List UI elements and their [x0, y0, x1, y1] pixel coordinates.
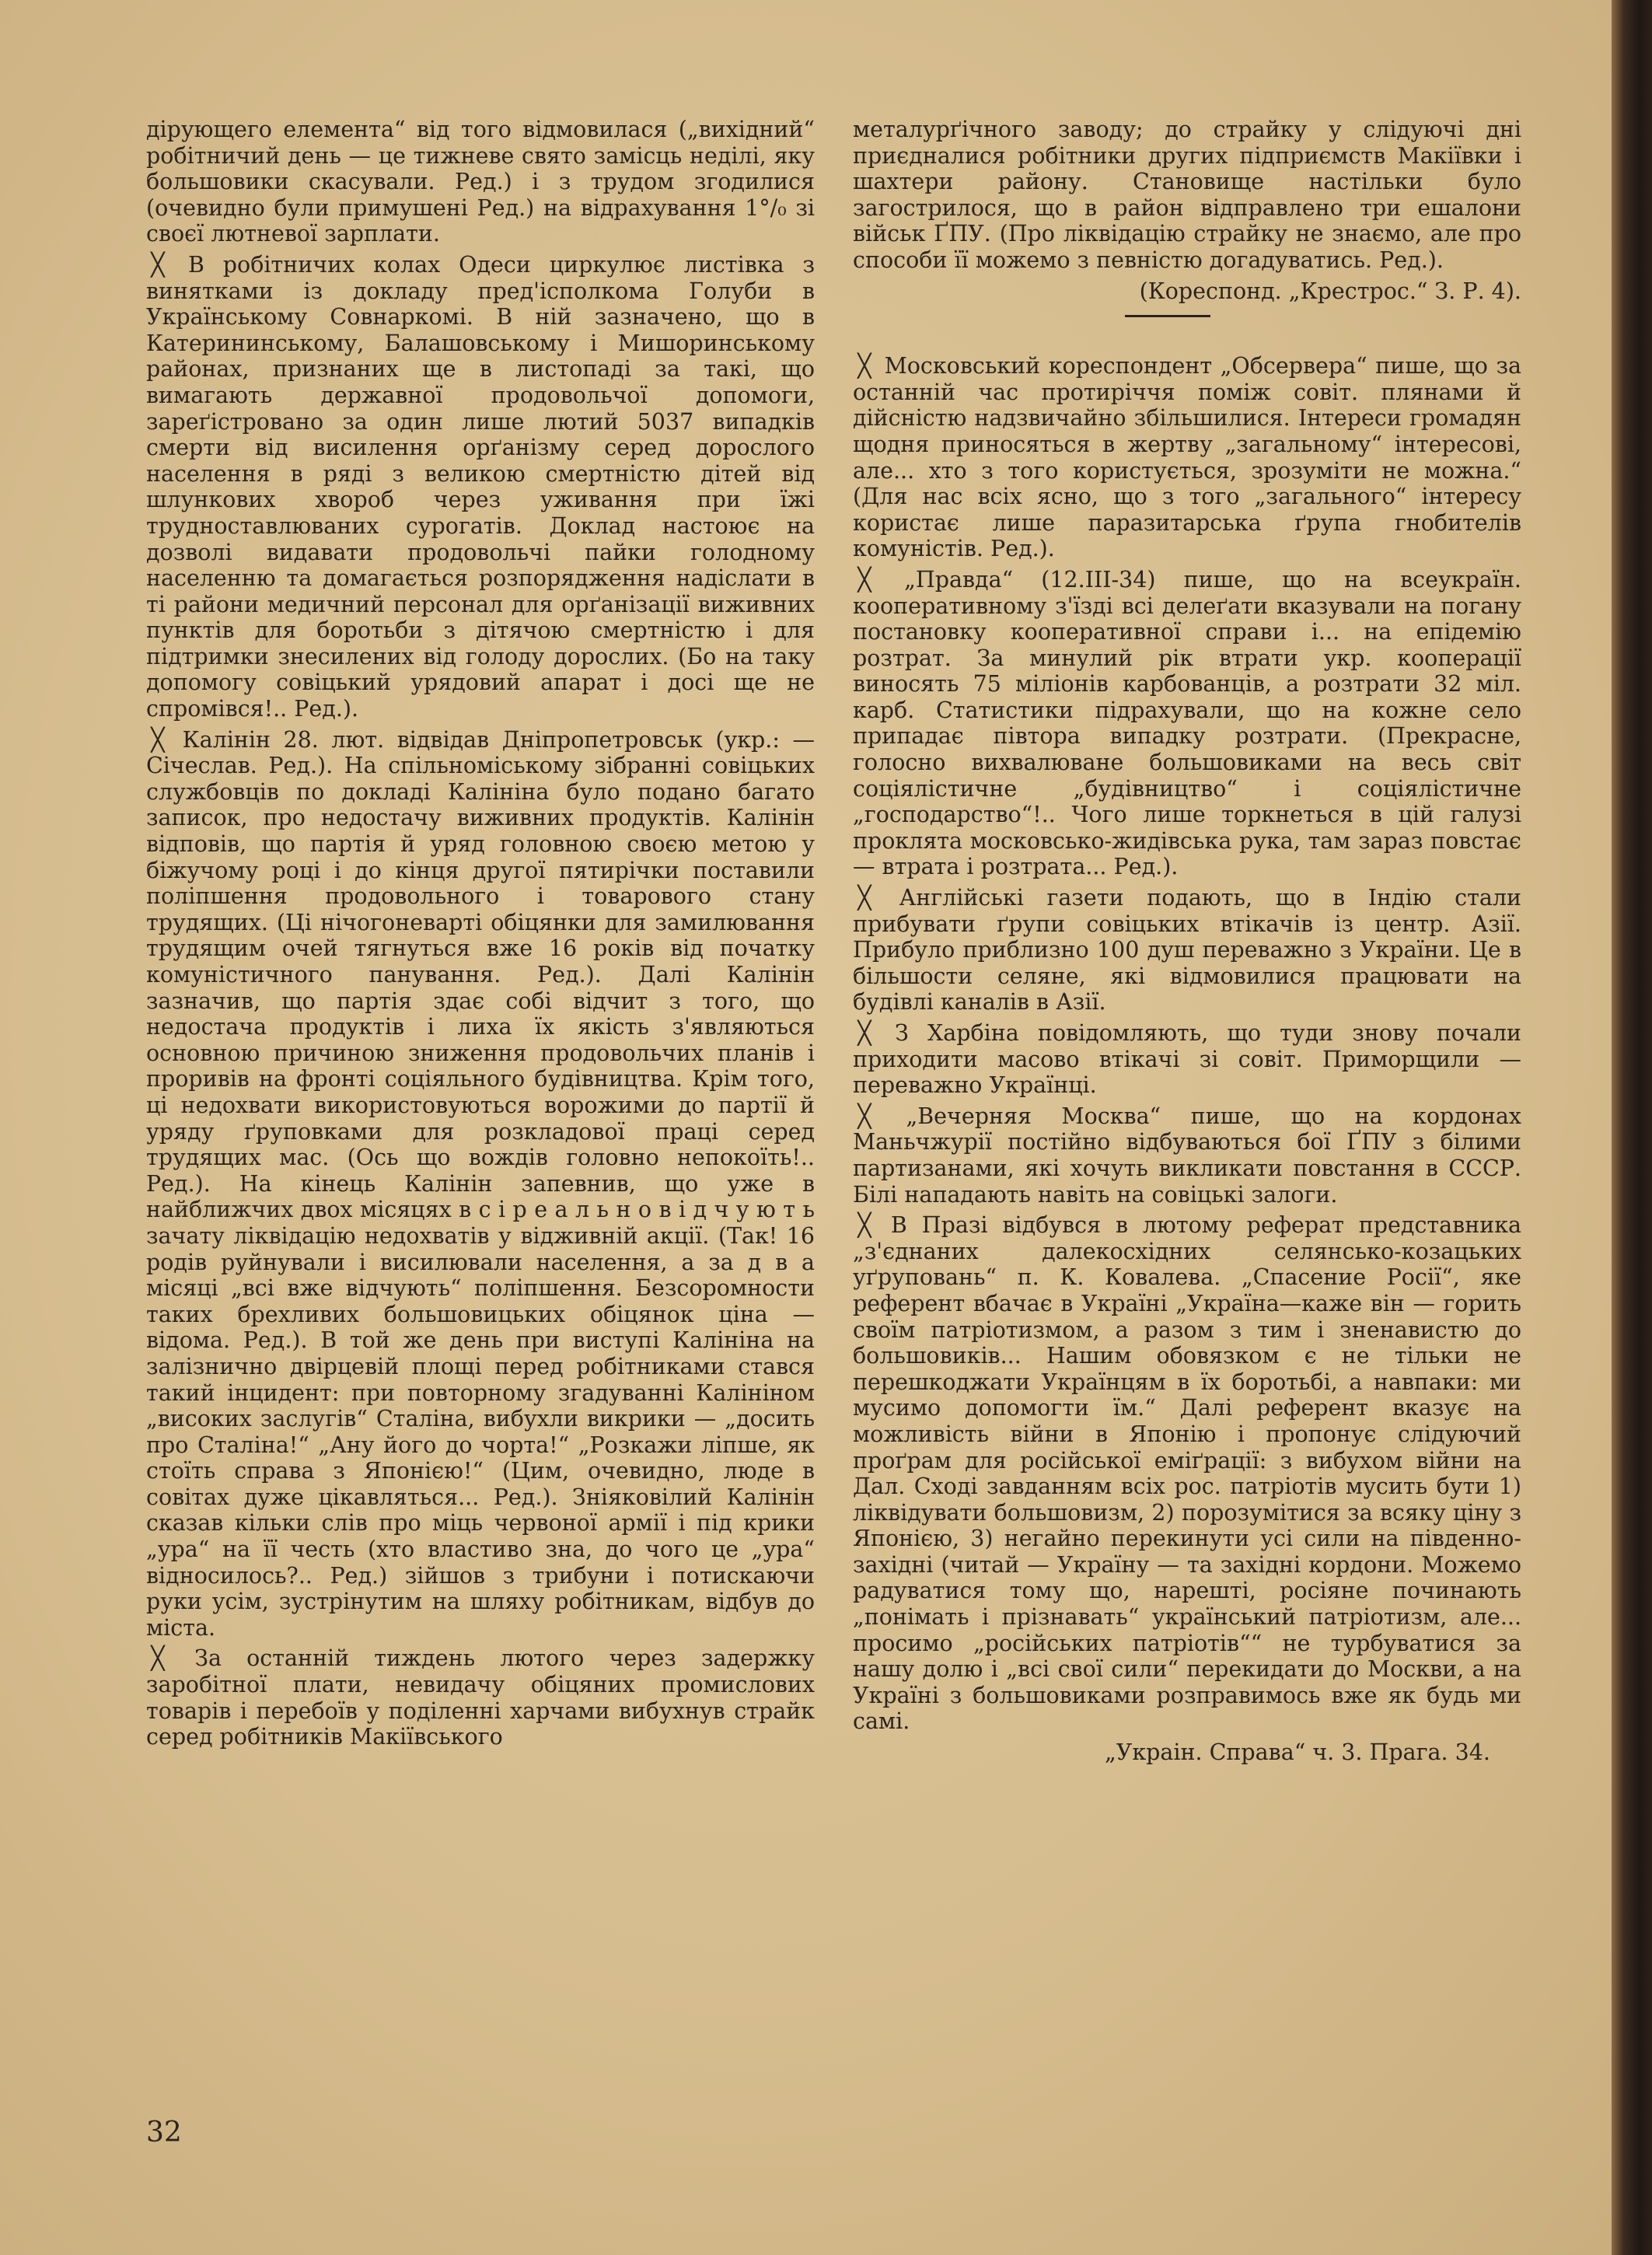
right-paragraph-4: Англійські газети подають, що в Індію стали прибувати ґрупи совіцьких втікачів із центр. Азії. Прибуло приблизно 100 душ переважно з України. Це в більшости селяне, які відмовилися працювати на будівлі каналів в Азії.: [853, 885, 1521, 1016]
right-news-item-manchuria: [853, 1103, 1521, 1208]
item-cross-icon: ╳: [857, 1019, 871, 1046]
source-citation-krestros: (Кореспонд. „Крестрос.“ З. Р. 4).: [1139, 278, 1521, 304]
left-news-item-strike: [146, 1645, 815, 1750]
item-cross-icon: ╳: [857, 884, 871, 911]
item-cross-icon: ╳: [857, 1211, 871, 1239]
right-news-item-observer: [853, 353, 1521, 562]
right-paragraph-1: металурґічного заводу; до страйку у слідуючі дні приєдналися робітники других підприємств Макіївки і шахтери району. Становище настільки було загострилося, що в район відправлено три ешалони військ ҐПУ. (Про ліквідацію страйку не знаємо, але про способи її можемо з певністю догадуватись. Ред.).: [853, 117, 1521, 273]
left-paragraph-1: дірующего елемента“ від того відмовилася („вихідний“ робітничий день — це тижневе свято замісць неділі, яку большовики скасували. Ред.) і з трудом згодилися (очевидно були примушені Ред.) на відрахування 1°/₀ зі своєї лютневої зарплати.: [146, 117, 815, 247]
left-column: [146, 117, 815, 1755]
right-news-item-india: [853, 885, 1521, 1016]
right-column: [853, 117, 1521, 1771]
item-cross-icon: ╳: [151, 725, 165, 753]
section-divider: [1125, 315, 1210, 317]
book-binding-edge: [1612, 0, 1652, 2255]
item-cross-icon: ╳: [857, 352, 871, 379]
item-cross-icon: ╳: [151, 1645, 165, 1672]
right-news-item-harbin: [853, 1020, 1521, 1099]
item-cross-icon: ╳: [857, 565, 871, 593]
right-news-item-pravda: [853, 567, 1521, 880]
source-citation-ukr-sprava: „Украін. Справа“ ч. 3. Прага. 34.: [1104, 1739, 1490, 1766]
right-paragraph-7: В Празі відбувся в лютому реферат представника „з'єднаних далекосхідних селянсько-козацьких уґруповань“ п. К. Ковалева. „Спасение Росії“, яке референт вбачає в Україні „Україна—каже він — горить своїм патріотизмом, а разом з тим і зненавистю до большовиків... Нашим обовязком є не тільки не перешкоджати Українцям в їх боротьбі, а навпаки: ми мусимо допомогти їм.“ Далі референт вказує на можливість війни в Японію і пропонує слідуючий проґрам для російської еміґрації: з вибухом війни на Дал. Сході завданням всіх рос. патріотів мусить бути 1) ліквідувати большовизм, 2) порозумітися за всяку ціну з Японією, 3) негайно перекинути усі сили на південно-західні (читай — Україну — та західні кордони. Можемо радуватися тому що, нарешті, росіяне починають „понімать і прізнавать“ український патріотизм, але... просимо „російських патріотів““ не турбуватися за нашу долю і „всі свої сили“ перекидати до Москви, а на Україні з большовиками розправимось вже як будь ми самі.: [853, 1212, 1522, 1735]
right-paragraph-2: Московський кореспондент „Обсервера“ пише, що за останній час протиріччя поміж совіт. плянами й дійсністю надзвичайно збільшилися. Інтереси громадян щодня приносяться в жертву „загальному“ інтересові, але... хто з того користується, зрозуміти не можна.“ (Для нас всіх ясно, що з того „загального“ інтересу користає лише паразитарська ґрупа гнобителів комуністів. Ред.).: [853, 353, 1521, 562]
item-cross-icon: ╳: [151, 250, 165, 278]
left-paragraph-3: Калінін 28. лют. відвідав Дніпропетровськ (укр.: — Січеслав. Ред.). На спільноміському зібранні совіцьких службовців по докладі Калініна було подано багато записок, про недостачу виживних продуктів. Калінін відповів, що партія й уряд головною своєю метою у біжучому році і до кінця другої пятирічки поставили поліпшення продовольного і товарового стану трудящих. (Ці нічогоневарті обіцянки для замилювання трудящим очей тягнуться вже 16 років від початку комуністичного панування. Ред.). Далі Калінін зазначив, що партія здає собі відчит з того, що недостача продуктів і лиха їх якість з'являються основною причиною зниження продовольчих планів і проривів на фронті соціяльного будівництва. Крім того, ці недохвати використовуються ворожими до партії й уряду ґруповками для розкладової праці серед трудящих мас. (Ось що вождів головно непокоїть!.. Ред.). На кінець Калінін запевнив, що уже в найближчих двох місяцях в с і р е а л ь н о в і д ч у ю т ь зачату ліквідацію недохватів у відживній акції. (Так! 16 родів руйнували і висилювали населення, а за д в а місяці „всі вже відчують“ поліпшення. Безсоромности таких брехливих большовицьких обіцянок ціна — відома. Ред.). В той же день при виступі Калініна на залізнично двірцевій площі перед робітниками стався такий інцидент: при повторному згадуванні Калініном „високих заслугів“ Сталіна, вибухли викрики — „досить про Сталіна!“ „Ану його до чорта!“ „Розкажи ліпше, як стоїть справа з Японією!“ (Цим, очевидно, люде в совітах дуже цікавляться... Ред.). Зніяковілий Калінін сказав кільки слів про міць червоної армії і під крики „ура“ на її честь (хто властиво зна, до чого це „ура“ відносилось?.. Ред.) зійшов з трибуни і потискаючи руки усім, зустрінутим на шляху робітникам, відбув до міста.: [146, 726, 816, 1641]
item-cross-icon: ╳: [857, 1102, 871, 1129]
left-news-item-odesa: [146, 252, 815, 722]
right-news-item-prague: [853, 1212, 1521, 1735]
left-news-item-kalinin: [146, 727, 815, 1641]
right-paragraph-5: З Харбіна повідомляють, що туди знову почали приходити масово втікачі зі совіт. Приморщили — переважно Українці.: [853, 1020, 1521, 1099]
page-number: 32: [146, 2117, 182, 2148]
left-paragraph-4: За останній тиждень лютого через задержку заробітної плати, невидачу обіцяних промислових товарів і перебоїв у поділенні харчами вибухнув страйк серед робітників Макіївського: [146, 1645, 816, 1750]
left-paragraph-2: В робітничих колах Одеси циркулює листівка з винятками із докладу пред'ісполкома Голуби в Українському Совнаркомі. В ній зазначено, що в Катерининському, Балашовському і Мишоринському районах, признаних ще в листопаді за такі, що вимагають державної продовольчої допомоги, зареґістровано за один лише лютий 5037 випадків смерти від висилення орґанізму серед дорослого населення в ряді з великою смертністю дітей від шлункових хвороб через уживання при їжі трудноставлюваних сурогатів. Доклад настоює на дозволі видавати продовольчі пайки голодному населенню та домагається розпорядження надіслати в ті райони медичний персонал для орґанізації виживних пунктів для боротьби з дітячою смертністю і для підтримки знесилених від голоду дорослих. (Бо на таку допомогу совіцький урядовий апарат і досі ще не спромівся!.. Ред.).: [146, 251, 816, 722]
right-paragraph-3: „Правда“ (12.III-34) пише, що на всеукраїн. кооперативному з'їзді всі делеґати вказували на погану постановку кооперативної справи і... на епідемію розтрат. За минулий рік втрати укр. кооперації виносять 75 міліонів карбованців, а розтрати 32 міл. карб. Статистики підрахували, що на кожне село припадає півтора випадку розтрати. (Прекрасне, голосно вихвалюване большовиками на весь світ соціялістичне „будівництво“ і соціялістичне „господарство“!.. Чого лише торкнеться в цій галузі проклята московсько-жидівська рука, там зараз повстає — втрата і розтрата... Ред.).: [853, 566, 1521, 880]
right-paragraph-6: „Вечерняя Москва“ пише, що на кордонах Маньчжурії постійно відбуваються бої ҐПУ з білими партизанами, які хочуть викликати повстання в СССР. Білі нападають навіть на совіцькі залоги.: [853, 1103, 1521, 1208]
